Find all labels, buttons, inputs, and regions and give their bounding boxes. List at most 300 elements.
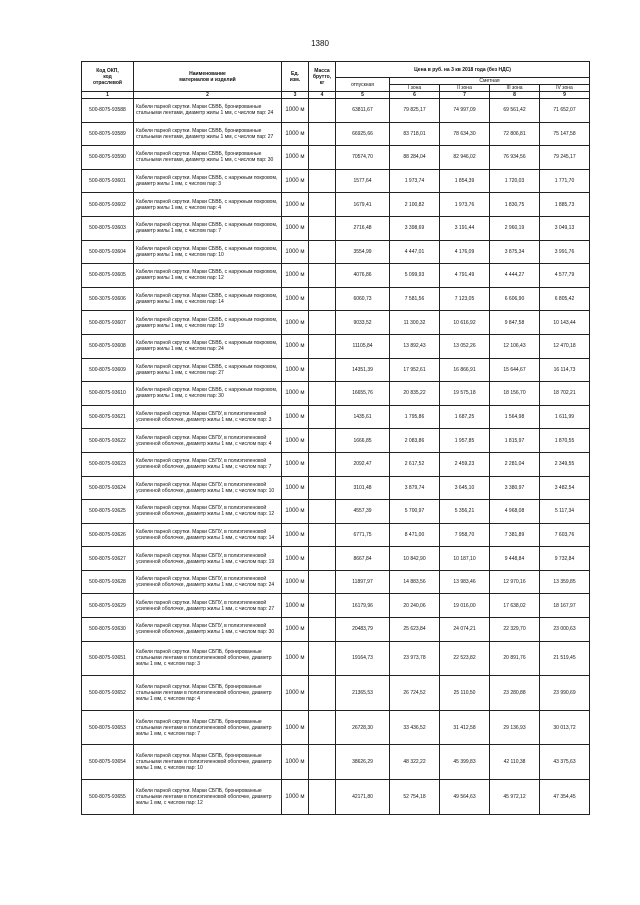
row-zone-3-price: 22 329,70 [490,618,540,642]
row-zone-4-price: 16 114,73 [540,358,590,382]
row-code: 500-8075-93630 [82,618,134,642]
table-body [82,99,590,815]
row-release-price: 2716,48 [336,216,390,240]
table-row [82,405,590,429]
row-release-price: 11897,97 [336,570,390,594]
row-zone-4-price: 21 519,45 [540,641,590,676]
row-release-price: 8667,84 [336,547,390,571]
row-code: 500-8075-93609 [82,358,134,382]
row-zone-3-price: 6 606,90 [490,287,540,311]
table-row [82,146,590,170]
table-row [82,523,590,547]
row-unit: 1000 м [282,382,309,406]
header-release: отпускная [336,78,390,92]
table-row [82,358,590,382]
row-zone-2-price: 13 052,26 [440,334,490,358]
table-row [82,311,590,335]
row-zone-2-price: 13 983,46 [440,570,490,594]
row-zone-1-price: 25 623,84 [390,618,440,642]
row-name: Кабели парной скрутки. Марки СБВБ, с наружным покровом, диаметр жилы 1 мм, с числом пар: 3 [134,169,282,193]
row-zone-2-price: 1 973,76 [440,193,490,217]
row-zone-3-price: 76 934,56 [490,146,540,170]
row-code: 500-8075-93604 [82,240,134,264]
row-zone-1-price: 5 099,93 [390,264,440,288]
header-estimate: Сметная [390,78,590,85]
row-zone-1-price: 33 436,52 [390,710,440,745]
row-mass [309,570,336,594]
table-row [82,500,590,524]
row-release-price: 26728,30 [336,710,390,745]
column-number-row [82,92,590,99]
row-zone-4-price: 5 117,34 [540,500,590,524]
row-unit: 1000 м [282,311,309,335]
row-release-price: 19164,73 [336,641,390,676]
row-name: Кабели парной скрутки. Марки СБПБ, бронированные стальными лентами в полиэтиленовой оболочке, диаметр жилы 1 мм, с числом пар: 12 [134,780,282,815]
row-unit: 1000 м [282,452,309,476]
row-unit: 1000 м [282,641,309,676]
row-zone-2-price: 7 958,70 [440,523,490,547]
row-release-price: 6771,75 [336,523,390,547]
row-zone-3-price: 20 891,76 [490,641,540,676]
header-zone-3: III зона [490,85,540,92]
row-unit: 1000 м [282,745,309,780]
header-zone-1: I зона [390,85,440,92]
row-code: 500-8075-93589 [82,122,134,146]
row-release-price: 1577,64 [336,169,390,193]
row-name: Кабели парной скрутки. Марки СБВБ, бронированные стальными лентами, диаметр жилы 1 мм, с числом пар: 24 [134,99,282,123]
row-mass [309,452,336,476]
row-unit: 1000 м [282,476,309,500]
table-row [82,570,590,594]
price-table [81,61,590,815]
row-release-price: 1679,41 [336,193,390,217]
row-mass [309,500,336,524]
row-zone-1-price: 1 795,86 [390,405,440,429]
row-zone-3-price: 3 875,34 [490,240,540,264]
row-release-price: 20483,79 [336,618,390,642]
row-zone-4-price: 75 147,58 [540,122,590,146]
row-mass [309,594,336,618]
row-name: Кабели парной скрутки. Марки СБПУ, в полиэтиленовой усиленной оболочке, диаметр жилы 1 мм, с числом пар: 4 [134,429,282,453]
row-unit: 1000 м [282,618,309,642]
row-zone-3-price: 12 970,16 [490,570,540,594]
row-zone-1-price: 4 447,01 [390,240,440,264]
row-zone-1-price: 88 284,04 [390,146,440,170]
row-mass [309,476,336,500]
row-name: Кабели парной скрутки. Марки СБПБ, бронированные стальными лентами в полиэтиленовой оболочке, диаметр жилы 1 мм, с числом пар: 4 [134,676,282,711]
row-zone-3-price: 2 960,19 [490,216,540,240]
row-code: 500-8075-93607 [82,311,134,335]
row-name: Кабели парной скрутки. Марки СБПУ, в полиэтиленовой усиленной оболочке, диаметр жилы 1 мм, с числом пар: 30 [134,618,282,642]
row-zone-4-price: 1 885,73 [540,193,590,217]
row-zone-4-price: 71 652,07 [540,99,590,123]
row-zone-1-price: 2 617,52 [390,452,440,476]
row-zone-3-price: 17 638,02 [490,594,540,618]
row-unit: 1000 м [282,676,309,711]
row-zone-2-price: 24 074,21 [440,618,490,642]
row-zone-4-price: 3 482,54 [540,476,590,500]
row-zone-1-price: 20 835,22 [390,382,440,406]
row-zone-2-price: 1 957,85 [440,429,490,453]
row-zone-3-price: 42 110,38 [490,745,540,780]
row-zone-4-price: 1 870,55 [540,429,590,453]
row-zone-3-price: 3 380,97 [490,476,540,500]
row-zone-2-price: 31 412,58 [440,710,490,745]
row-code: 500-8075-93626 [82,523,134,547]
row-zone-3-price: 1 564,98 [490,405,540,429]
row-release-price: 21365,53 [336,676,390,711]
table-row [82,99,590,123]
row-mass [309,710,336,745]
row-zone-2-price: 45 399,83 [440,745,490,780]
row-zone-3-price: 69 561,42 [490,99,540,123]
row-zone-2-price: 1 687,25 [440,405,490,429]
row-code: 500-8075-93624 [82,476,134,500]
row-name: Кабели парной скрутки. Марки СБПУ, в полиэтиленовой усиленной оболочке, диаметр жилы 1 мм, с числом пар: 10 [134,476,282,500]
row-zone-1-price: 3 879,74 [390,476,440,500]
column-number: 5 [336,92,390,99]
row-unit: 1000 м [282,523,309,547]
row-zone-3-price: 12 106,43 [490,334,540,358]
row-zone-3-price: 1 720,03 [490,169,540,193]
row-zone-4-price: 43 375,63 [540,745,590,780]
row-code: 500-8075-93608 [82,334,134,358]
header-code: Код ОКП, код отраслевой [82,62,134,92]
row-zone-3-price: 1 830,75 [490,193,540,217]
column-number: 9 [540,92,590,99]
row-name: Кабели парной скрутки. Марки СБПУ, в полиэтиленовой усиленной оболочке, диаметр жилы 1 мм, с числом пар: 24 [134,570,282,594]
table-row [82,264,590,288]
row-unit: 1000 м [282,405,309,429]
row-unit: 1000 м [282,429,309,453]
row-unit: 1000 м [282,358,309,382]
row-code: 500-8075-93602 [82,193,134,217]
row-zone-4-price: 6 805,42 [540,287,590,311]
row-zone-1-price: 14 883,56 [390,570,440,594]
row-release-price: 14351,39 [336,358,390,382]
row-release-price: 63811,67 [336,99,390,123]
row-mass [309,547,336,571]
header-zone-4: IV зона [540,85,590,92]
row-mass [309,676,336,711]
row-mass [309,99,336,123]
row-mass [309,169,336,193]
row-unit: 1000 м [282,193,309,217]
row-zone-3-price: 4 444,27 [490,264,540,288]
row-release-price: 1666,85 [336,429,390,453]
column-number: 7 [440,92,490,99]
row-zone-4-price: 9 732,84 [540,547,590,571]
table-row [82,169,590,193]
row-zone-2-price: 49 564,63 [440,780,490,815]
row-zone-1-price: 5 700,97 [390,500,440,524]
table-row [82,452,590,476]
row-name: Кабели парной скрутки. Марки СБПБ, бронированные стальными лентами в полиэтиленовой оболочке, диаметр жилы 1 мм, с числом пар: 7 [134,710,282,745]
row-name: Кабели парной скрутки. Марки СБВБ, с наружным покровом, диаметр жилы 1 мм, с числом пар: 12 [134,264,282,288]
header-zone-2: II зона [440,85,490,92]
row-release-price: 1435,61 [336,405,390,429]
row-zone-1-price: 8 471,00 [390,523,440,547]
row-mass [309,240,336,264]
row-name: Кабели парной скрутки. Марки СБВБ, с наружным покровом, диаметр жилы 1 мм, с числом пар: 14 [134,287,282,311]
row-zone-2-price: 2 459,23 [440,452,490,476]
header-name: Наименование материалов и изделий [134,62,282,92]
row-zone-4-price: 1 771,70 [540,169,590,193]
row-mass [309,405,336,429]
row-name: Кабели парной скрутки. Марки СБВБ, с наружным покровом, диаметр жилы 1 мм, с числом пар: 27 [134,358,282,382]
row-code: 500-8075-93653 [82,710,134,745]
row-name: Кабели парной скрутки. Марки СБВБ, с наружным покровом, диаметр жилы 1 мм, с числом пар: 4 [134,193,282,217]
column-number: 8 [490,92,540,99]
row-unit: 1000 м [282,122,309,146]
row-zone-1-price: 11 300,32 [390,311,440,335]
row-release-price: 16655,76 [336,382,390,406]
row-name: Кабели парной скрутки. Марки СБПУ, в полиэтиленовой усиленной оболочке, диаметр жилы 1 мм, с числом пар: 7 [134,452,282,476]
row-release-price: 70574,70 [336,146,390,170]
table-row [82,676,590,711]
row-unit: 1000 м [282,169,309,193]
row-zone-3-price: 15 644,67 [490,358,540,382]
row-code: 500-8075-93601 [82,169,134,193]
row-mass [309,523,336,547]
row-zone-4-price: 3 991,76 [540,240,590,264]
row-zone-3-price: 1 815,97 [490,429,540,453]
row-code: 500-8075-93627 [82,547,134,571]
row-name: Кабели парной скрутки. Марки СБВБ, с наружным покровом, диаметр жилы 1 мм, с числом пар: 10 [134,240,282,264]
row-zone-4-price: 12 470,18 [540,334,590,358]
row-zone-4-price: 2 349,55 [540,452,590,476]
row-zone-4-price: 13 359,85 [540,570,590,594]
row-zone-2-price: 74 997,09 [440,99,490,123]
header-price-title: Цена в руб. на 3 кв 2018 года (без НДС) [336,62,590,78]
table-row [82,122,590,146]
row-zone-1-price: 13 892,43 [390,334,440,358]
row-name: Кабели парной скрутки. Марки СБВБ, бронированные стальными лентами, диаметр жилы 1 мм, с числом пар: 30 [134,146,282,170]
row-code: 500-8075-93605 [82,264,134,288]
row-zone-1-price: 2 100,82 [390,193,440,217]
table-row [82,429,590,453]
row-release-price: 3101,48 [336,476,390,500]
row-code: 500-8075-93628 [82,570,134,594]
table-row [82,287,590,311]
row-unit: 1000 м [282,570,309,594]
row-code: 500-8075-93652 [82,676,134,711]
column-number: 6 [390,92,440,99]
table-row [82,216,590,240]
row-release-price: 42171,80 [336,780,390,815]
row-zone-1-price: 1 973,74 [390,169,440,193]
row-release-price: 2092,47 [336,452,390,476]
row-unit: 1000 м [282,146,309,170]
row-unit: 1000 м [282,264,309,288]
row-zone-4-price: 10 143,44 [540,311,590,335]
row-release-price: 16179,96 [336,594,390,618]
row-zone-2-price: 10 187,10 [440,547,490,571]
row-zone-3-price: 45 972,12 [490,780,540,815]
row-zone-2-price: 4 791,49 [440,264,490,288]
table-row [82,476,590,500]
row-zone-3-price: 9 847,58 [490,311,540,335]
column-number: 3 [282,92,309,99]
row-unit: 1000 м [282,710,309,745]
row-release-price: 38626,29 [336,745,390,780]
row-zone-2-price: 3 645,10 [440,476,490,500]
table-row [82,382,590,406]
row-mass [309,641,336,676]
row-name: Кабели парной скрутки. Марки СБПУ, в полиэтиленовой усиленной оболочке, диаметр жилы 1 мм, с числом пар: 14 [134,523,282,547]
row-mass [309,382,336,406]
row-zone-4-price: 4 577,79 [540,264,590,288]
row-mass [309,216,336,240]
row-code: 500-8075-93623 [82,452,134,476]
row-zone-1-price: 17 952,61 [390,358,440,382]
row-code: 500-8075-93622 [82,429,134,453]
row-release-price: 6060,73 [336,287,390,311]
row-zone-1-price: 26 724,52 [390,676,440,711]
row-zone-2-price: 10 616,92 [440,311,490,335]
row-mass [309,122,336,146]
row-mass [309,358,336,382]
row-zone-3-price: 7 381,89 [490,523,540,547]
row-unit: 1000 м [282,594,309,618]
row-code: 500-8075-93603 [82,216,134,240]
row-zone-2-price: 78 634,30 [440,122,490,146]
row-zone-3-price: 29 136,93 [490,710,540,745]
row-mass [309,311,336,335]
table-row [82,594,590,618]
row-zone-2-price: 3 191,44 [440,216,490,240]
row-release-price: 11105,84 [336,334,390,358]
row-zone-2-price: 82 946,02 [440,146,490,170]
row-unit: 1000 м [282,547,309,571]
row-code: 500-8075-93651 [82,641,134,676]
table-row [82,641,590,676]
column-number: 2 [134,92,282,99]
row-mass [309,745,336,780]
row-code: 500-8075-93588 [82,99,134,123]
row-code: 500-3075-93606 [82,287,134,311]
row-name: Кабели парной скрутки. Марки СБПБ, бронированные стальными лентами в полиэтиленовой оболочке, диаметр жилы 1 мм, с числом пар: 3 [134,641,282,676]
row-zone-1-price: 83 718,01 [390,122,440,146]
row-mass [309,193,336,217]
table-row [82,240,590,264]
row-zone-1-price: 10 842,90 [390,547,440,571]
row-zone-2-price: 1 854,39 [440,169,490,193]
header-mass: Масса брутто, кг [309,62,336,92]
row-zone-2-price: 22 523,82 [440,641,490,676]
row-mass [309,429,336,453]
row-release-price: 3554,99 [336,240,390,264]
table-row [82,334,590,358]
row-mass [309,146,336,170]
row-zone-1-price: 7 581,56 [390,287,440,311]
row-code: 500-8075-93621 [82,405,134,429]
row-code: 500-8075-93655 [82,780,134,815]
row-zone-4-price: 30 013,72 [540,710,590,745]
row-zone-3-price: 2 281,04 [490,452,540,476]
row-zone-4-price: 18 702,21 [540,382,590,406]
row-name: Кабели парной скрутки. Марки СБПБ, бронированные стальными лентами в полиэтиленовой оболочке, диаметр жилы 1 мм, с числом пар: 10 [134,745,282,780]
row-name: Кабели парной скрутки. Марки СБВБ, с наружным покровом, диаметр жилы 1 мм, с числом пар: 7 [134,216,282,240]
row-code: 500-8075-93625 [82,500,134,524]
row-zone-2-price: 16 866,91 [440,358,490,382]
row-zone-2-price: 25 110,50 [440,676,490,711]
row-release-price: 9033,52 [336,311,390,335]
row-zone-2-price: 7 123,05 [440,287,490,311]
table-row [82,780,590,815]
row-name: Кабели парной скрутки. Марки СБПУ, в полиэтиленовой усиленной оболочке, диаметр жилы 1 мм, с числом пар: 12 [134,500,282,524]
row-zone-2-price: 19 016,00 [440,594,490,618]
row-zone-1-price: 23 973,78 [390,641,440,676]
row-zone-4-price: 3 049,13 [540,216,590,240]
row-mass [309,618,336,642]
row-unit: 1000 м [282,216,309,240]
row-zone-4-price: 23 000,63 [540,618,590,642]
row-unit: 1000 м [282,287,309,311]
row-zone-1-price: 3 398,69 [390,216,440,240]
row-name: Кабели парной скрутки. Марки СБПУ, в полиэтиленовой усиленной оболочке, диаметр жилы 1 мм, с числом пар: 19 [134,547,282,571]
row-name: Кабели парной скрутки. Марки СБВБ, бронированные стальными лентами, диаметр жилы 1 мм, с числом пар: 27 [134,122,282,146]
row-name: Кабели парной скрутки. Марки СБВБ, с наружным покровом, диаметр жилы 1 мм, с числом пар: 24 [134,334,282,358]
header-unit: Ед. изм. [282,62,309,92]
row-zone-4-price: 79 245,17 [540,146,590,170]
row-unit: 1000 м [282,99,309,123]
row-zone-3-price: 9 448,84 [490,547,540,571]
row-zone-4-price: 18 167,97 [540,594,590,618]
row-zone-3-price: 23 280,88 [490,676,540,711]
column-number: 4 [309,92,336,99]
table-row [82,745,590,780]
row-release-price: 66925,66 [336,122,390,146]
row-zone-3-price: 18 156,70 [490,382,540,406]
row-zone-4-price: 23 990,69 [540,676,590,711]
table-row [82,193,590,217]
row-code: 500-8075-93590 [82,146,134,170]
row-name: Кабели парной скрутки. Марки СБВБ, с наружным покровом, диаметр жилы 1 мм, с числом пар: 30 [134,382,282,406]
row-code: 500-8075-93610 [82,382,134,406]
table-row [82,547,590,571]
row-zone-1-price: 79 825,17 [390,99,440,123]
row-name: Кабели парной скрутки. Марки СБПУ, в полиэтиленовой усиленной оболочке, диаметр жилы 1 мм, с числом пар: 3 [134,405,282,429]
row-zone-4-price: 1 611,99 [540,405,590,429]
column-number: 1 [82,92,134,99]
row-zone-4-price: 47 354,45 [540,780,590,815]
page-number: 1380 [311,39,329,48]
row-zone-3-price: 72 806,81 [490,122,540,146]
row-zone-1-price: 20 240,06 [390,594,440,618]
row-unit: 1000 м [282,334,309,358]
table-row [82,618,590,642]
row-mass [309,264,336,288]
row-zone-2-price: 5 356,21 [440,500,490,524]
row-zone-1-price: 2 083,86 [390,429,440,453]
table-row [82,710,590,745]
row-unit: 1000 м [282,500,309,524]
row-mass [309,287,336,311]
row-code: 500-8075-93629 [82,594,134,618]
row-name: Кабели парной скрутки. Марки СБПУ, в полиэтиленовой усиленной оболочке, диаметр жилы 1 мм, с числом пар: 27 [134,594,282,618]
row-name: Кабели парной скрутки. Марки СБВБ, с наружным покровом, диаметр жилы 1 мм, с числом пар: 19 [134,311,282,335]
row-zone-4-price: 7 603,76 [540,523,590,547]
row-mass [309,334,336,358]
row-release-price: 4557,39 [336,500,390,524]
row-unit: 1000 м [282,240,309,264]
row-code: 500-8075-93654 [82,745,134,780]
row-zone-2-price: 19 575,18 [440,382,490,406]
row-mass [309,780,336,815]
row-unit: 1000 м [282,780,309,815]
row-zone-2-price: 4 176,09 [440,240,490,264]
